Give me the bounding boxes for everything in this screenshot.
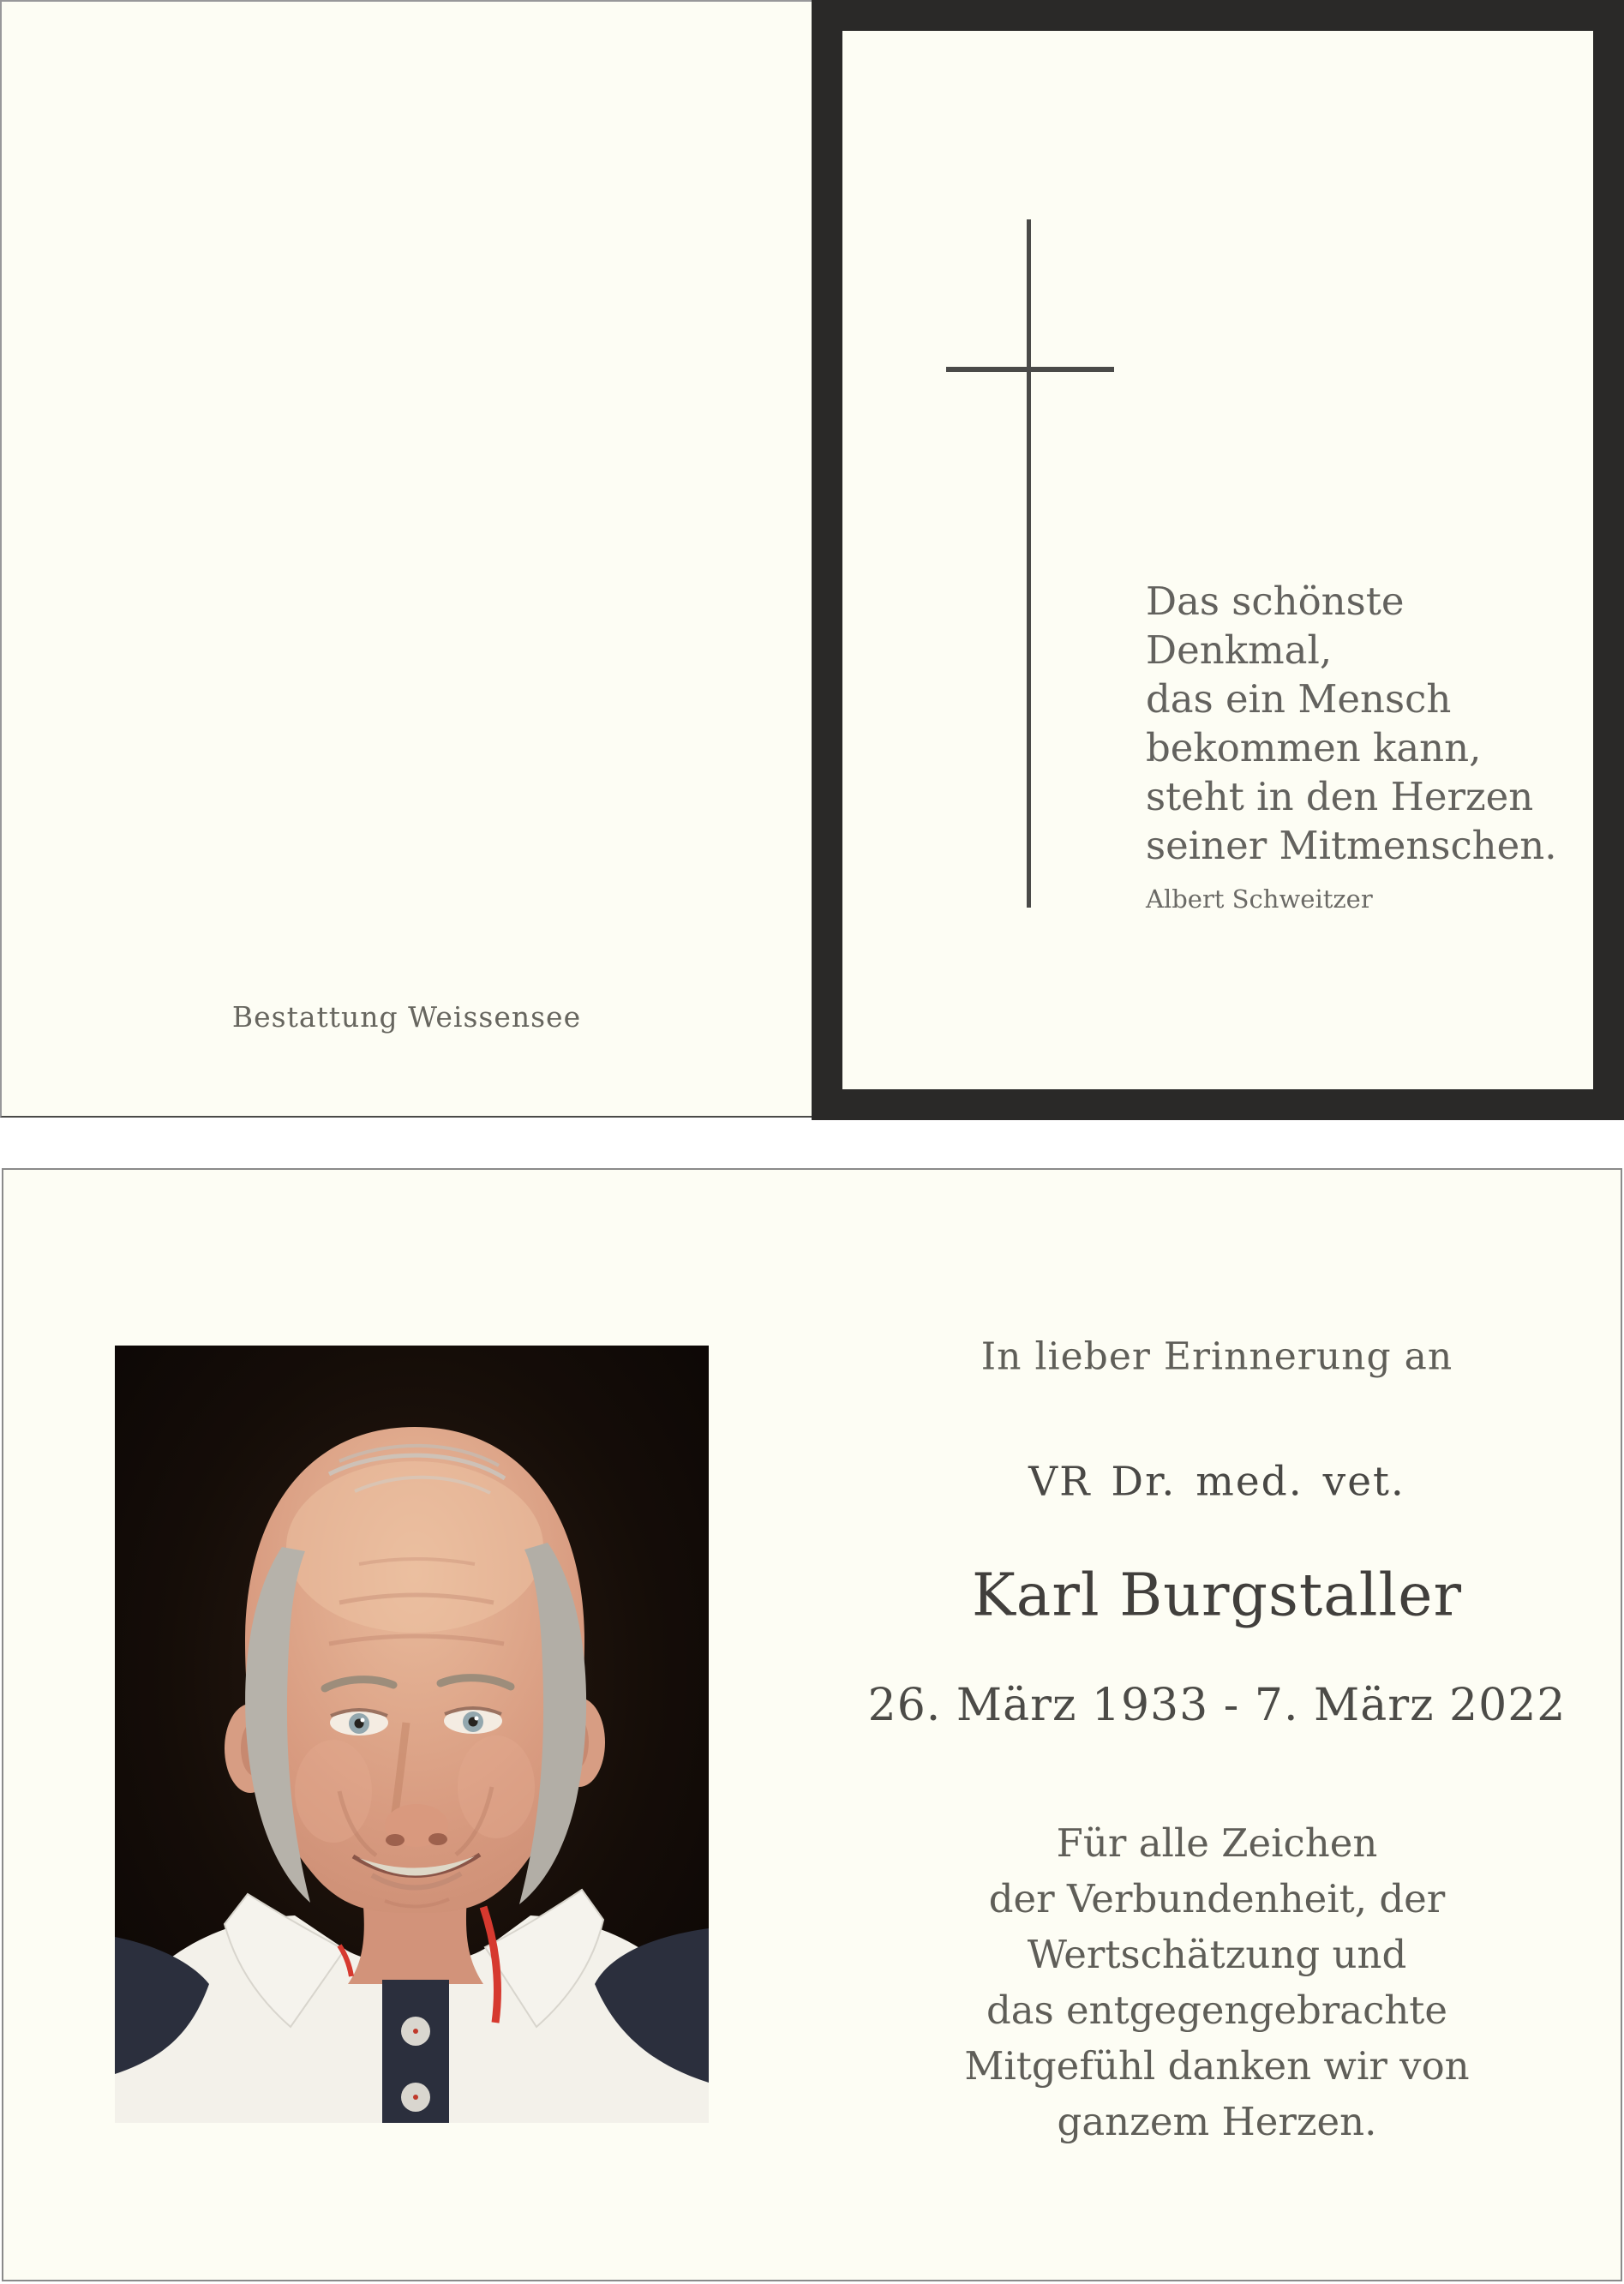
cross-vertical-bar: [1027, 219, 1031, 908]
cross-horizontal-bar: [946, 367, 1114, 372]
quote-line: steht in den Herzen: [1146, 774, 1534, 819]
thanks-line: ganzem Herzen.: [1057, 2099, 1377, 2144]
quote-line: Das schönste: [1146, 578, 1405, 624]
thanks-line: Wertschätzung und: [1027, 1932, 1407, 1977]
quote-line: Denkmal,: [1146, 627, 1333, 673]
deceased-title: VR Dr. med. vet.: [1028, 1458, 1405, 1506]
thanks-line: Für alle Zeichen: [1056, 1820, 1378, 1866]
memorial-quote: [1146, 577, 1557, 870]
quote-line: seiner Mitmenschen.: [1146, 823, 1557, 868]
quote-line: bekommen kann,: [1146, 725, 1482, 770]
condolence-cover-panel: [812, 0, 1624, 1120]
memorial-panel: [2, 1168, 1622, 2281]
thanks-paragraph: [964, 1815, 1469, 2149]
portrait-photo: [115, 1346, 709, 2123]
back-cover-panel: [0, 0, 812, 1118]
deceased-name: Karl Burgstaller: [971, 1562, 1463, 1630]
funeral-home-name: Bestattung Weissensee: [231, 1000, 582, 1034]
thanks-line: das entgegengebrachte: [986, 1987, 1448, 2033]
condolence-card-face: [842, 31, 1593, 1089]
memorial-intro: In lieber Erinnerung an: [980, 1334, 1453, 1379]
quote-line: das ein Mensch: [1146, 676, 1452, 722]
life-dates: 26. März 1933 - 7. März 2022: [867, 1680, 1567, 1731]
quote-attribution: Albert Schweitzer: [1146, 884, 1373, 914]
thanks-line: der Verbundenheit, der: [988, 1876, 1446, 1921]
thanks-line: Mitgefühl danken wir von: [964, 2043, 1470, 2089]
